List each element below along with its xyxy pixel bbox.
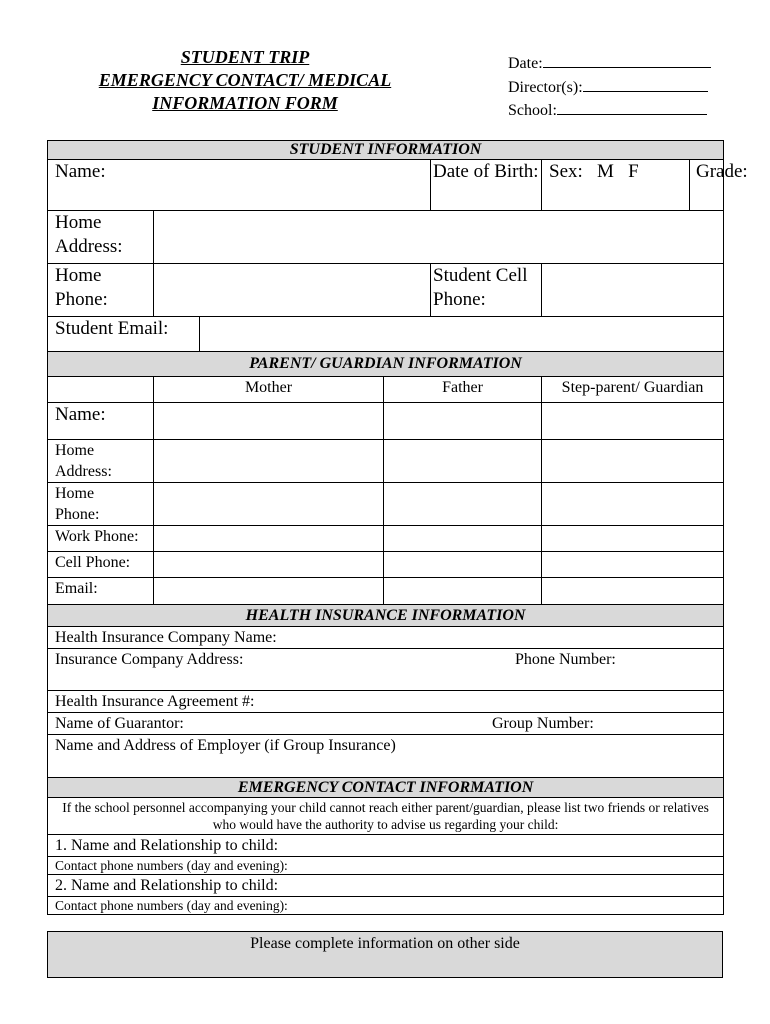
father-home-address-field[interactable]: [384, 440, 542, 483]
date-field[interactable]: Date:: [508, 52, 711, 76]
parent-name-label: Name:: [48, 403, 154, 440]
contact-2-name-field[interactable]: 2. Name and Relationship to child:: [48, 875, 724, 897]
student-email-field[interactable]: [200, 317, 724, 352]
father-email-field[interactable]: [384, 578, 542, 605]
guardian-home-phone-field[interactable]: [542, 483, 724, 526]
father-home-phone-field[interactable]: [384, 483, 542, 526]
directors-field[interactable]: Director(s):: [508, 76, 711, 100]
emergency-instructions: If the school personnel accompanying your child cannot reach either parent/guardian, please list two friends or relatives who would have the authority to advise us regarding your child:: [48, 798, 724, 835]
grade-field[interactable]: Grade:: [690, 160, 724, 211]
title-line-1: STUDENT TRIP: [180, 47, 310, 67]
mother-cell-phone-field[interactable]: [154, 552, 384, 578]
insurance-agreement-field[interactable]: Health Insurance Agreement #:: [48, 691, 724, 713]
insurance-company-name-field[interactable]: Health Insurance Company Name:: [48, 627, 724, 649]
guardian-name-field[interactable]: [542, 403, 724, 440]
contact-1-phones-field[interactable]: Contact phone numbers (day and evening):: [48, 857, 724, 875]
father-name-field[interactable]: [384, 403, 542, 440]
mother-email-field[interactable]: [154, 578, 384, 605]
father-cell-phone-field[interactable]: [384, 552, 542, 578]
student-name-field[interactable]: Name:: [48, 160, 431, 211]
form-title: [80, 46, 410, 115]
footer-note: Please complete information on other side: [47, 931, 723, 978]
contact-2-phones-field[interactable]: Contact phone numbers (day and evening):: [48, 897, 724, 915]
student-cell-phone-field[interactable]: [542, 264, 724, 317]
insurance-company-address-field[interactable]: Insurance Company Address: Phone Number:: [48, 649, 724, 691]
col-step-parent-guardian: Step-parent/ Guardian: [542, 377, 724, 403]
date-of-birth-field[interactable]: Date of Birth:: [431, 160, 542, 211]
home-phone-field[interactable]: [154, 264, 431, 317]
school-field[interactable]: School:: [508, 99, 711, 123]
parent-cell-phone-label: Cell Phone:: [48, 552, 154, 578]
guardian-cell-phone-field[interactable]: [542, 552, 724, 578]
home-address-field[interactable]: [154, 211, 724, 264]
student-email-label: Student Email:: [48, 317, 200, 352]
parent-home-address-label: Home Address:: [48, 440, 154, 483]
guarantor-field[interactable]: Name of Guarantor: Group Number:: [48, 713, 724, 735]
mother-work-phone-field[interactable]: [154, 526, 384, 552]
mother-home-address-field[interactable]: [154, 440, 384, 483]
parent-work-phone-label: Work Phone:: [48, 526, 154, 552]
section-parent-guardian-information: PARENT/ GUARDIAN INFORMATION: [48, 352, 724, 377]
parent-header-blank: [48, 377, 154, 403]
mother-name-field[interactable]: [154, 403, 384, 440]
insurance-phone-number-label: Phone Number:: [515, 651, 616, 668]
col-mother: Mother: [154, 377, 384, 403]
section-student-information: STUDENT INFORMATION: [48, 141, 724, 160]
section-health-insurance-information: HEALTH INSURANCE INFORMATION: [48, 605, 724, 627]
employer-field[interactable]: Name and Address of Employer (if Group Insurance): [48, 735, 724, 778]
section-emergency-contact-information: EMERGENCY CONTACT INFORMATION: [48, 778, 724, 798]
group-number-label: Group Number:: [492, 715, 594, 732]
student-cell-phone-label: Student Cell Phone:: [431, 264, 542, 317]
sex-field[interactable]: Sex: M F: [542, 160, 690, 211]
mother-home-phone-field[interactable]: [154, 483, 384, 526]
col-father: Father: [384, 377, 542, 403]
title-line-3: INFORMATION FORM: [152, 93, 338, 113]
info-form: [47, 140, 748, 915]
header-meta: [508, 52, 711, 123]
parent-home-phone-label: Home Phone:: [48, 483, 154, 526]
contact-1-name-field[interactable]: 1. Name and Relationship to child:: [48, 835, 724, 857]
guardian-work-phone-field[interactable]: [542, 526, 724, 552]
parent-email-label: Email:: [48, 578, 154, 605]
guardian-home-address-field[interactable]: [542, 440, 724, 483]
title-line-2: EMERGENCY CONTACT/ MEDICAL: [98, 70, 392, 90]
guardian-email-field[interactable]: [542, 578, 724, 605]
home-phone-label: Home Phone:: [48, 264, 154, 317]
father-work-phone-field[interactable]: [384, 526, 542, 552]
home-address-label: Home Address:: [48, 211, 154, 264]
